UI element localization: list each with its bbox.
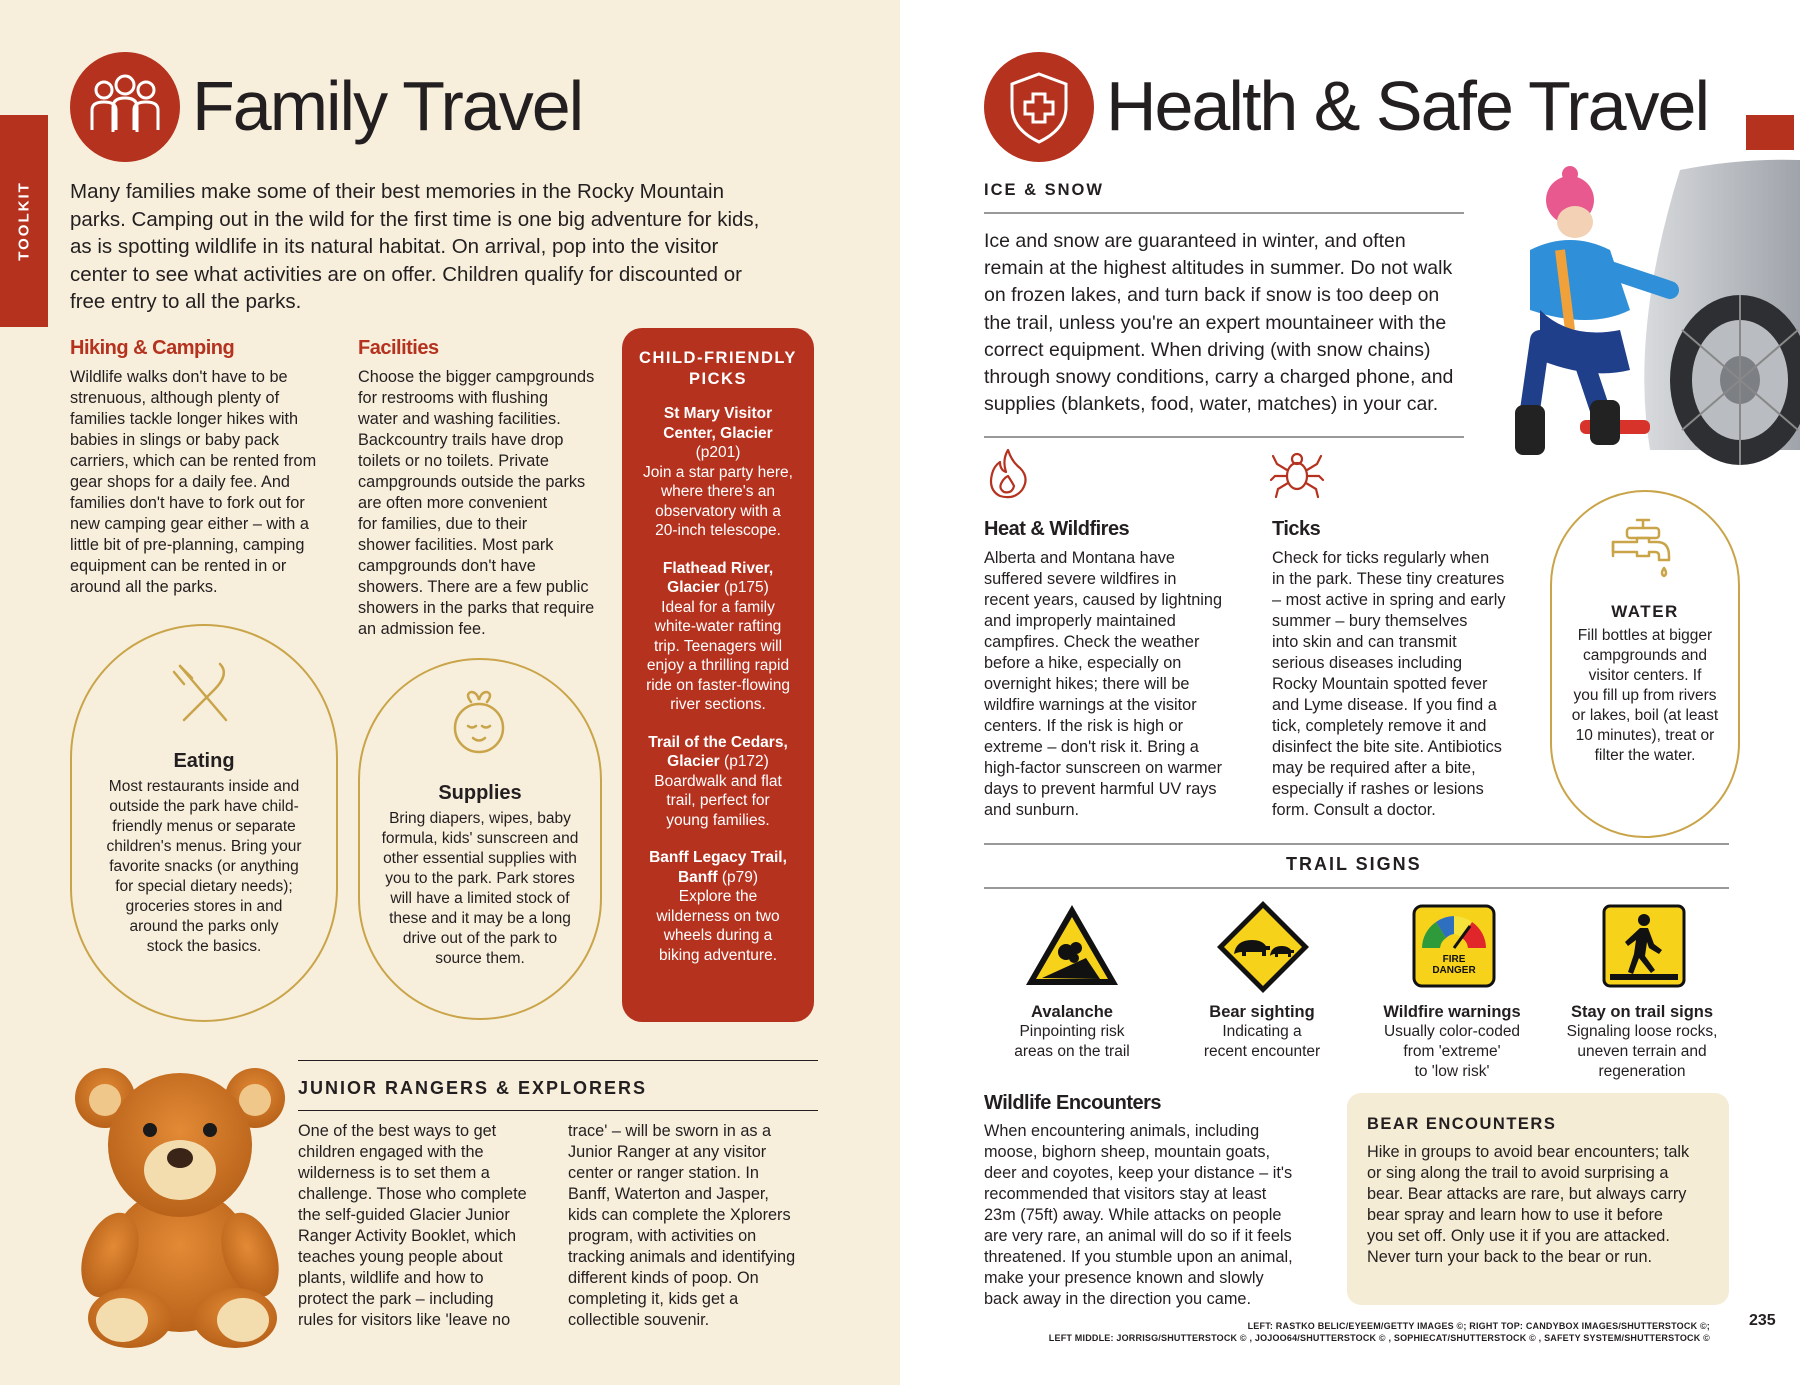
water-heading: WATER: [1611, 602, 1679, 621]
junior-col1: One of the best ways to get children engaged with the wilderness is to set them a challenge. Those who complete the self-guided Glacier Junior Ranger Activity Booklet, which teaches young people about plants, wildlife and how to protect the park – including rules for visitors like 'leave no: [298, 1122, 527, 1329]
wildfire-label: Wildfire warnings Usually color-coded from 'extreme' to 'low risk': [1383, 1003, 1521, 1080]
eating-content: [90, 750, 318, 957]
stay-on-trail-label: Stay on trail signs Signaling loose rocks, uneven terrain and regeneration: [1566, 1003, 1718, 1080]
water-text: Fill bottles at bigger campgrounds and visitor centers. If you fill up from rivers or lakes, boil (at least 10 minutes), treat or filter the water.: [1571, 627, 1719, 764]
facilities-text: Choose the bigger campgrounds for restrooms with flushing water and washing facilities. Backcountry trails have drop toilets or no toilets. Private campgrounds outside the parks are often more convenient for families, due to their shower facilities. Most park campgrounds don't have showers. There are a few public showers in the parks that require an admission fee.: [358, 368, 595, 638]
teddy-bear-photo: [60, 1050, 290, 1350]
avalanche-label: Avalanche Pinpointing risk areas on the trail: [1014, 1003, 1130, 1060]
avalanche-sign-icon: [1022, 900, 1122, 990]
eating-text: Most restaurants inside and outside the park have child- friendly menus or separate children's menus. Bring your favorite snacks (or anything for special dietary needs); groceries stores in and around the parks only stock the basics.: [106, 778, 302, 955]
hiking-text: Wildlife walks don't have to be strenuous, although plenty of families tackle longer hikes with babies in slings or baby pack carriers, which can be rented from gear shops for a daily fee. And families don't have to fork out for new camping gear either – with a little bit of pre-planning, camping equipment can be rented in or around all the parks.: [70, 368, 317, 596]
junior-bottom-rule: [298, 1110, 818, 1111]
trail-signs-top-rule: [984, 843, 1729, 845]
baby-icon: [444, 690, 514, 756]
photo-credits: LEFT: RASTKO BELIC/EYEEM/GETTY IMAGES ©; RIGHT TOP: CANDYBOX IMAGES/SHUTTERSTOCK ©; LEFT MIDDLE: JORRISG/SHUTTERSTOCK © , JOJOO64/SHUTTERSTOCK © , SOPHIECAT/SHUTTERSTOCK © , SAFETY SYSTEM/SHUTTERSTOCK ©: [1048, 1321, 1710, 1343]
family-icon: [70, 52, 180, 162]
bear-encounters-heading: BEAR ENCOUNTERS: [1367, 1115, 1557, 1133]
hiking-heading: Hiking & Camping: [70, 337, 235, 359]
ice-snow-heading: ICE & SNOW: [984, 181, 1104, 199]
fire-danger-sign-text: FIRE DANGER: [1432, 954, 1476, 976]
snow-chains-photo: [1470, 150, 1800, 480]
child-friendly-picks-box: [622, 328, 814, 1022]
page-title: Family Travel: [192, 67, 583, 145]
facilities-heading: Facilities: [358, 337, 439, 359]
picks-heading: CHILD-FRIENDLY PICKS: [639, 349, 797, 388]
fork-knife-icon: [170, 660, 236, 726]
wildlife-text: When encountering animals, including moose, bighorn sheep, mountain goats, deer and coyotes, keep your distance – it's recommended that visitors stay at least 23m (75ft) away. While attacks on people are very rare, an animal will do so if it feels threatened. If you stumble upon an animal, make your presence known and slowly back away in the direction you came.: [984, 1122, 1293, 1308]
ticks-text: Check for ticks regularly when in the park. These tiny creatures – most active in spring and early summer – bury themselves into skin and can transmit serious diseases including Rocky Mountain spotted fever and Lyme disease. If you find a tick, completely remove it and disinfect the bite site. Antibiotics may be required after a bite, especially if rashes or lesions form. Consult a doctor.: [1272, 549, 1506, 819]
flame-icon: [984, 446, 1036, 500]
eating-heading: Eating: [173, 750, 235, 772]
bear-encounters-text: Hike in groups to avoid bear encounters; talk or sing along the trail to avoid surprising a bear. Bear attacks are rare, but always carry bear spray and learn how to use it before you set off. Only use it if you are attacked. Never turn your back to the bear or run.: [1367, 1143, 1690, 1266]
pick-item: Banff Legacy Trail, Banff (p79) Explore the wilderness on two wheels during a biking adventure.: [649, 849, 787, 964]
supplies-heading: Supplies: [438, 782, 522, 804]
bear-sign-icon: [1214, 898, 1312, 996]
pick-item: Flathead River, Glacier (p175) Ideal for a family white-water rafting trip. Teenagers will enjoy a thrilling rapid ride on faster-flowing river sections.: [646, 559, 790, 713]
water-content: [1560, 602, 1730, 766]
heat-heading: Heat & Wildfires: [984, 518, 1130, 540]
toolkit-tab-left: [0, 115, 48, 327]
junior-heading: JUNIOR RANGERS & EXPLORERS: [298, 1078, 648, 1098]
trail-signs-bottom-rule: [984, 887, 1729, 889]
faucet-icon: [1607, 514, 1683, 590]
junior-col2: trace' – will be sworn in as a Junior Ranger at any visitor center or ranger station. In Banff, Waterton and Jasper, kids can complete the Xplorers program, with activities on tracking animals and identifying different kinds of poop. On completing it, kids get a collectible souvenir.: [568, 1122, 796, 1329]
supplies-text: Bring diapers, wipes, baby formula, kids' sunscreen and other essential supplies with you to the park. Park stores will have a limited stock of these and it may be a long drive out of the park to source them.: [381, 810, 579, 967]
ice-bottom-rule: [984, 436, 1464, 438]
pick-item: Trail of the Cedars, Glacier (p172) Boardwalk and flat trail, perfect for young families.: [648, 733, 788, 829]
trail-signs-heading: TRAIL SIGNS: [1286, 854, 1422, 874]
junior-top-rule: [298, 1060, 818, 1061]
ice-snow-text: Ice and snow are guaranteed in winter, and often remain at the highest altitudes in summer. Do not walk on frozen lakes, and turn back if snow is too deep on the trail, unless you're an expert mountaineer with the correct equipment. When driving (with snow chains) through snowy conditions, carry a charged phone, and supplies (blankets, food, water, matches) in your car.: [984, 230, 1454, 416]
toolkit-tab-label: TOOLKIT: [15, 181, 33, 261]
page-number: 235: [1749, 1312, 1776, 1329]
pick-item: St Mary Visitor Center, Glacier (p201) Join a star party here, where there's an observatory with a 20-inch telescope.: [643, 405, 793, 539]
stay-on-trail-sign-icon: [1602, 904, 1686, 988]
heat-text: Alberta and Montana have suffered severe wildfires in recent years, caused by lightning and improperly maintained campfires. Check the weather before a hike, especially on overnight hikes; there will be wildfire warnings at the visitor centers. If the risk is high or extreme – don't risk it. Bring a high-factor sunscreen on warmer days to prevent harmful UV rays and sunburn.: [984, 549, 1223, 819]
ice-top-rule: [984, 212, 1464, 214]
intro-paragraph: Many families make some of their best memories in the Rocky Mountain parks. Camping out in the wild for the first time is one big adventure for kids, as is spotting wildlife in its natural habitat. On arrival, pop into the visitor center to see what activities are on offer. Children qualify for discounted or free entry to all the parks.: [70, 180, 760, 313]
tick-icon: [1270, 446, 1324, 500]
wildlife-heading: Wildlife Encounters: [984, 1092, 1162, 1114]
bear-encounters-box: [1347, 1093, 1729, 1305]
shield-cross-icon: [984, 52, 1094, 162]
bear-label: Bear sighting Indicating a recent encounter: [1203, 1003, 1321, 1060]
fire-danger-sign-icon: [1412, 904, 1496, 988]
page-title: Health & Safe Travel: [1106, 67, 1708, 145]
supplies-content: [374, 782, 586, 969]
ticks-heading: Ticks: [1272, 518, 1321, 540]
